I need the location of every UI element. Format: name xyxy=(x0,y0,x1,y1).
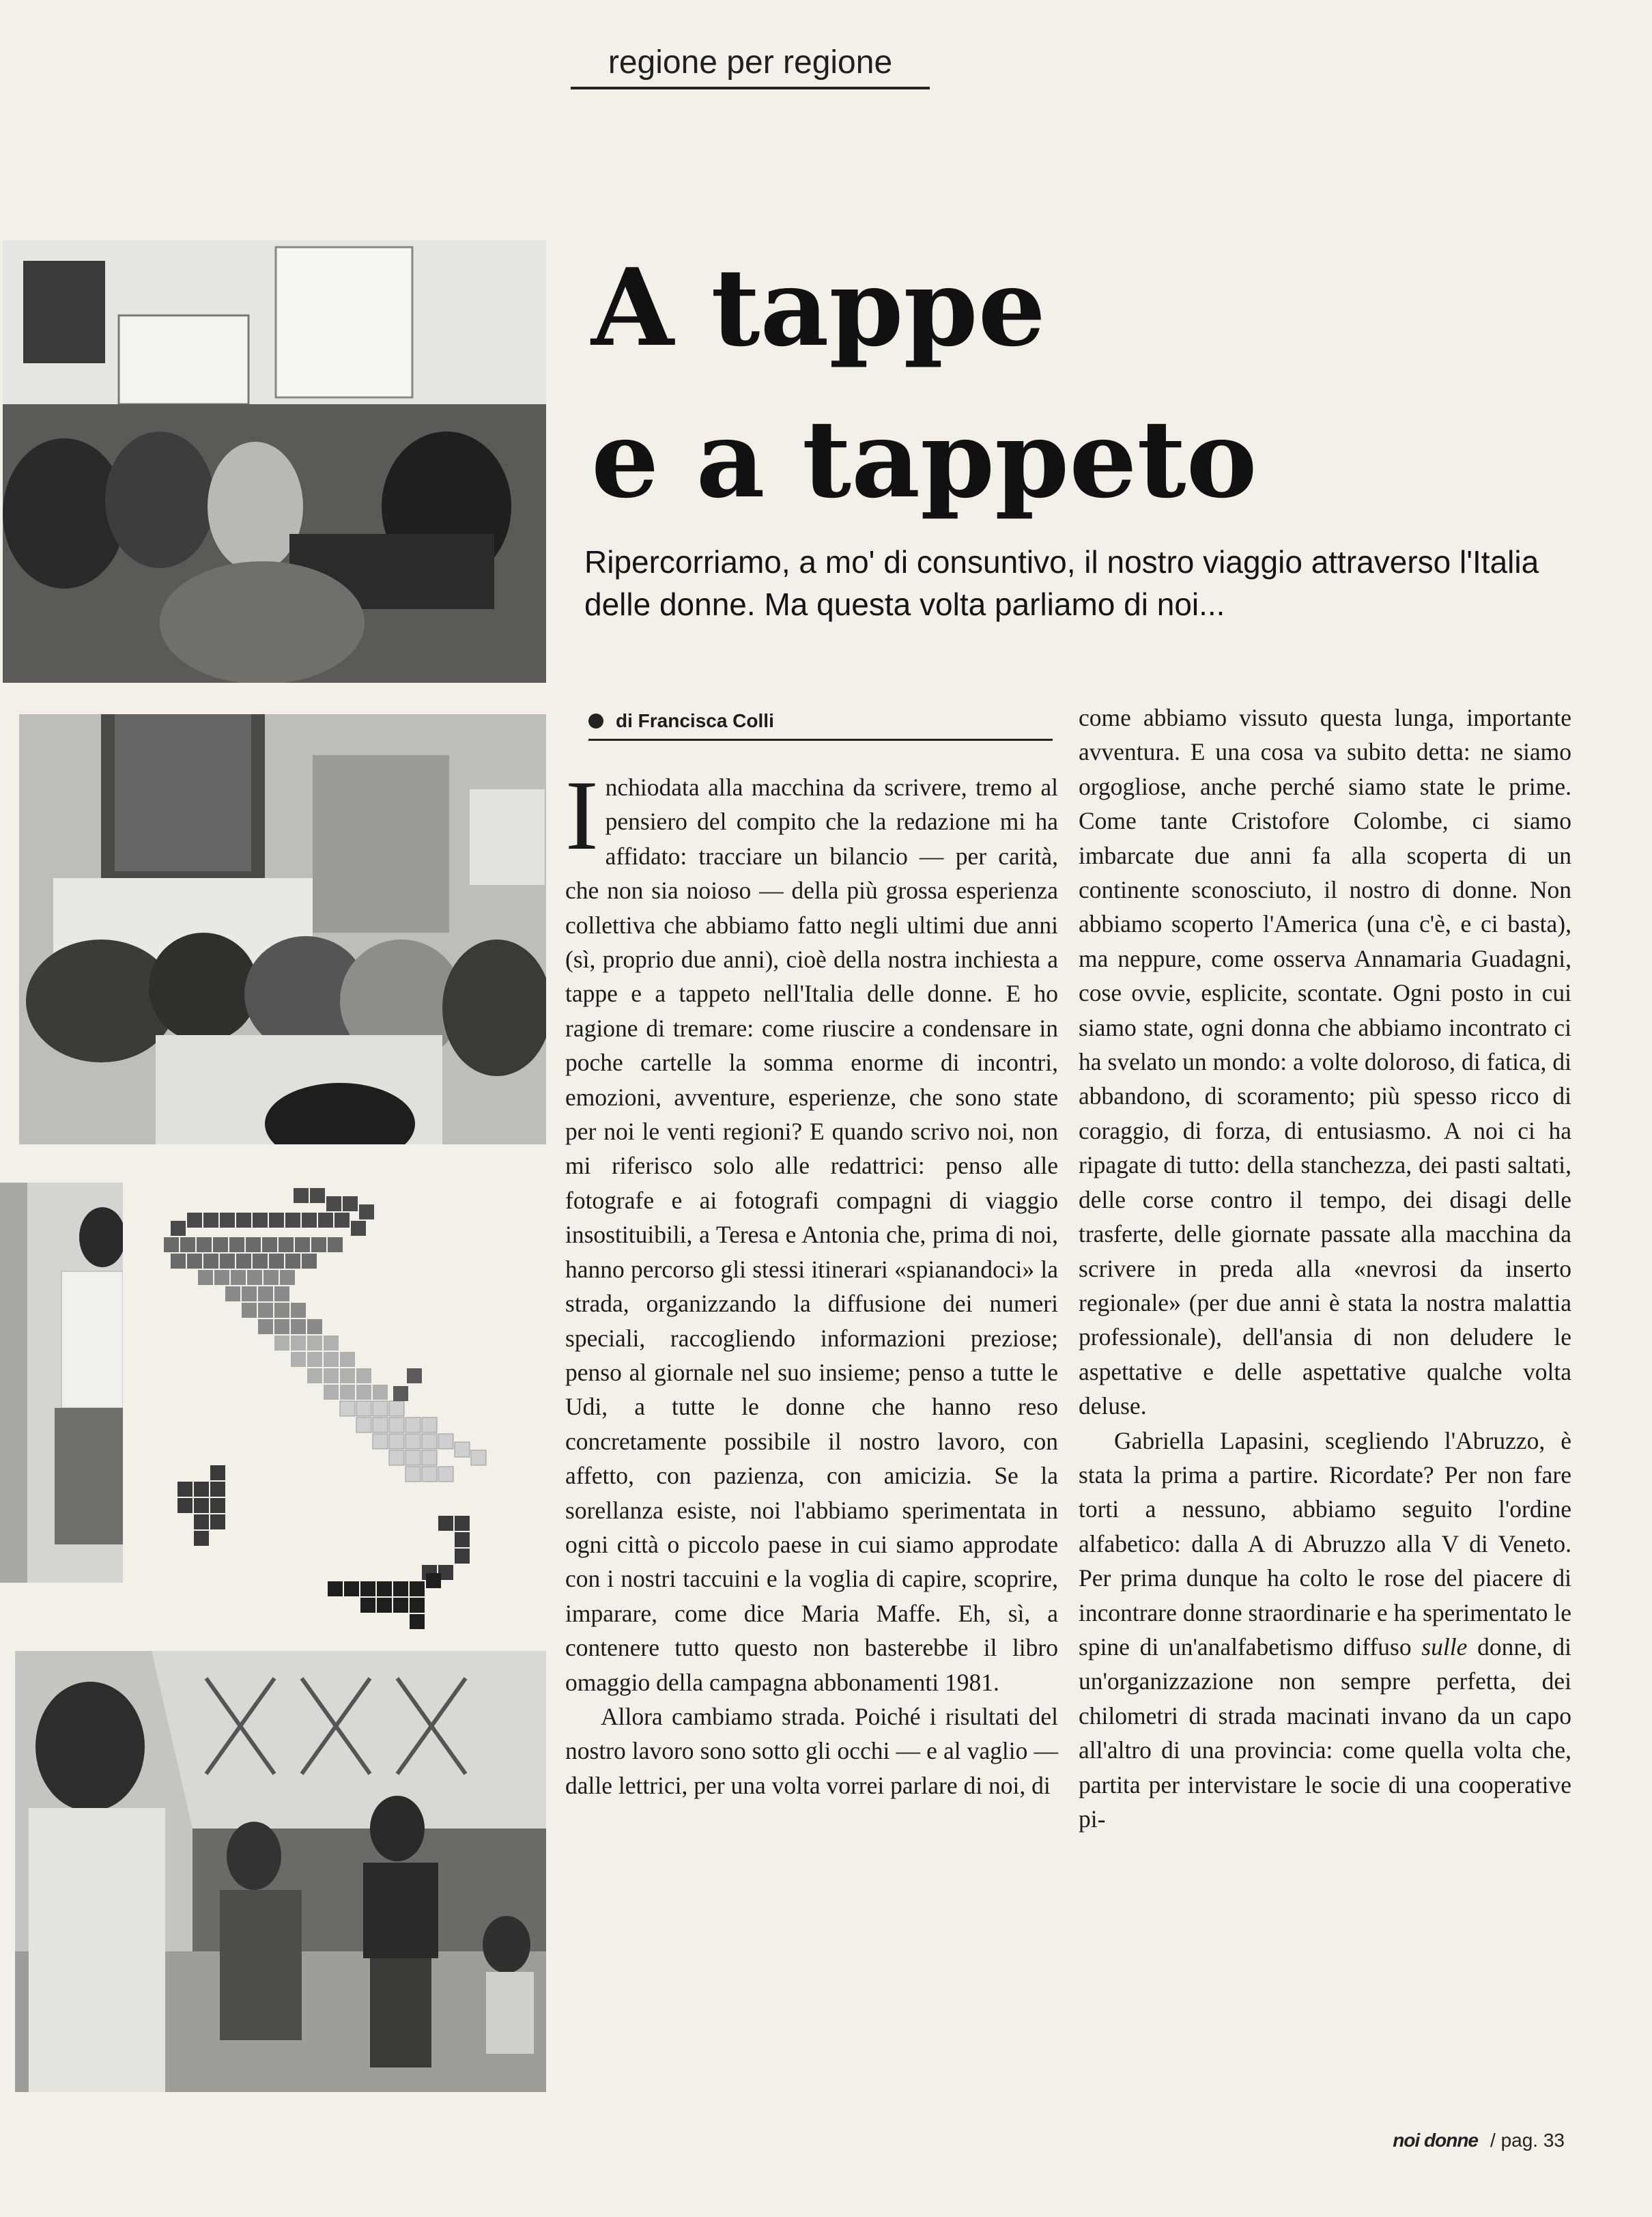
text-column-2 xyxy=(1079,701,1571,1836)
paragraph-4-text: Gabriella Lapasini, scegliendo l'Abruzzo, è stata la prima a partire. Ricordate? Per non fare torti a nessuno, abbiamo seguito l'ordine alfabetico: dalla A di Abruzzo alla V di Veneto. Per prima dunque ha colto le rose del piacere di incontrare donne straordinarie e ha sperimentato le spine di un'analfabetismo diffuso xyxy=(1079,1426,1571,1661)
title-line-1: A tappe xyxy=(591,245,1046,370)
paragraph-2: Allora cambiamo strada. Poiché i risultati del nostro lavoro sono sotto gli occhi — e al vaglio — dalle lettrici, per una volta vorrei parlare di noi, di xyxy=(565,1702,1058,1799)
photo-women-group xyxy=(19,714,546,1144)
author: di Francisca Colli xyxy=(616,710,774,731)
section-tag: regione per regione xyxy=(571,44,930,89)
magazine-name: noi donne xyxy=(1393,2130,1479,2151)
drop-cap: I xyxy=(565,760,599,871)
paragraph-4 xyxy=(1079,1424,1571,1837)
article-title xyxy=(591,232,1342,535)
photo-street-boy xyxy=(15,1651,546,2092)
page-number: / pag. 33 xyxy=(1490,2130,1565,2151)
paragraph-3: come abbiamo vissuto questa lunga, importante avventura. E una cosa va subito detta: ne siamo orgogliose, anche perché siamo state le prime. Come tante Cristofore Colombe, ci siamo imbarcate due anni fa alla scoperta di un continente sconosciuto, il nostro di donne. Non abbiamo scoperto l'America (una c'è, e ci basta), ma neppure, come osserva Annamaria Guadagni, cose ovvie, esplicite, scontate. Ogni posto in cui siamo state, ogni donna che abbiamo incontrato ci ha svelato un mondo: a volte doloroso, di fatica, di abbandono, di scoramento; più spesso ricco di coraggio, di forza, di entusiasmo. A noi ci ha ripagate di tutto: della stanchezza, dei pasti saltati, delle corse contro il tempo, dei disagi delle trasferte, delle giornate passate alla macchina da scrivere in preda alla «nevrosi da inserto regionale» (per due anni è stata la nostra malattia professionale), dell'ansia di non deludere le aspettative e delle aspettative qualche volta deluse. xyxy=(1079,704,1571,1420)
emphasis-sulle: sulle xyxy=(1421,1633,1468,1661)
paragraph-4-rest: donne, di un'organizzazione non sempre perfetta, dei chilometri di strada macinati invano da un capo all'altro di una provincia: come quella volta che, partita per intervistare le socie di una cooperative pi- xyxy=(1079,1633,1572,1833)
text-column-1 xyxy=(565,760,1058,1803)
italy-tile-map xyxy=(123,1161,560,1680)
bullet-icon xyxy=(588,714,603,729)
paragraph-1: nchiodata alla macchina da scrivere, tremo al pensiero del compito che la redazione mi ha affidato: tracciare un bilancio — per carità, che non sia noioso — della più grossa esperienza collettiva che abbiamo fatto negli ultimi due anni (sì, proprio due anni), cioè della nostra inchiesta a tappe e a tappeto nell'Italia delle donne. E ho ragione di tremare: come riuscire a condensare in poche cartelle la somma enorme di incontri, emozioni, avventure, esperienze, che sono state per noi le venti regioni? E quando scrivo noi, non mi riferisco solo alle redattrici: penso alle fotografe e ai fotografi compagni di viaggio insostituibili, a Teresa e Antonia che, prima di noi, hanno percorso gli stessi itinerari «spianandoci» la strada, organizzando la diffusione dei numeri speciali, raccogliendo informazioni preziose; penso al giornale nel suo insieme; penso a tutte le Udi, a tutte le donne che hanno reso concretamente possibile il nostro lavoro, con affetto, con pazienza, con amicizia. Se la sorellanza esiste, noi l'abbiamo sperimentata in ogni città o piccolo paese in cui siamo approdate con i nostri taccuini e la voglia di capire, scoprire, imparare, come dice Maria Maffe. Eh, sì, a contenere tutto questo non basterebbe il libro omaggio della campagna abbonamenti 1981. xyxy=(565,774,1058,1696)
photo-meeting-table xyxy=(3,240,546,683)
photo-standing-woman xyxy=(0,1183,123,1583)
article-deck: Ripercorriamo, a mo' di consuntivo, il nostro viaggio attraverso l'Italia delle donne. Ma questa volta parliamo di noi... xyxy=(584,544,1539,622)
byline xyxy=(588,710,1053,741)
page-footer xyxy=(1393,2130,1565,2151)
title-line-2: e a tappeto xyxy=(591,397,1257,522)
